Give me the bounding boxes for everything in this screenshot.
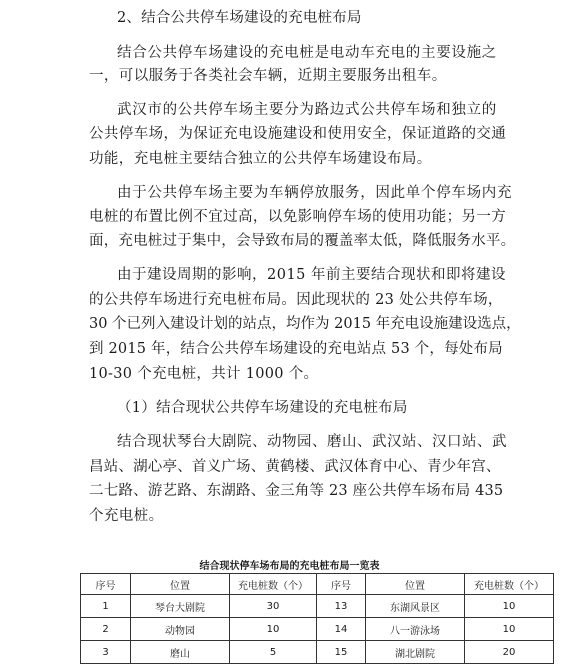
paragraph-line: 功能，充电桩主要结合独立的公共停车场建设布局。 xyxy=(89,151,432,167)
table-cell: 30 xyxy=(230,595,317,618)
paragraph-line: 二七路、游艺路、东湖路、金三角等 23 座公共停车场布局 435 xyxy=(89,483,504,499)
header-cell: 序号 xyxy=(81,574,131,595)
paragraph-line: 到 2015 年，结合公共停车场建设的充电站点 53 个，每处布局 xyxy=(89,341,503,357)
table-cell: 动物园 xyxy=(131,618,230,641)
paragraph-line: 昌站、湖心亭、首义广场、黄鹤楼、武汉体育中心、青少年宫、 xyxy=(89,459,501,475)
table-row xyxy=(81,595,554,618)
paragraph-line: 个充电桩。 xyxy=(89,508,164,524)
table-cell: 湖北剧院 xyxy=(366,641,465,664)
header-cell: 位置 xyxy=(131,574,230,595)
paragraph-line: 由于公共停车场主要为车辆停放服务，因此单个停车场内充 xyxy=(117,185,513,201)
table-cell: 东湖风景区 xyxy=(366,595,465,618)
paragraph-line: 一，可以服务于各类社会车辆，近期主要服务出租车。 xyxy=(89,68,447,84)
table-cell: 10 xyxy=(465,595,554,618)
paragraph-line: 结合现状琴台大剧院、动物园、磨山、武汉站、汉口站、武 xyxy=(117,434,507,450)
table-cell: 磨山 xyxy=(131,641,230,664)
table-caption: 结合现状停车场布局的充电桩布局一览表 xyxy=(199,561,380,572)
table-cell: 20 xyxy=(465,641,554,664)
header-cell: 位置 xyxy=(366,574,465,595)
paragraph-line: 公共停车场，为保证充电设施建设和使用安全，保证道路的交通 xyxy=(89,126,507,142)
table-header-row xyxy=(81,574,554,595)
table-cell: 5 xyxy=(230,641,317,664)
table-cell: 1 xyxy=(81,595,131,618)
subsection-heading: （1）结合现状公共停车场建设的充电桩布局 xyxy=(117,400,408,416)
paragraph-line: 由于建设周期的影响，2015 年前主要结合现状和即将建设 xyxy=(117,267,507,283)
table-cell: 八一游泳场 xyxy=(366,618,465,641)
paragraph-line: 面，充电桩过于集中，会导致布局的覆盖率太低，降低服务水平。 xyxy=(89,233,516,249)
table-row xyxy=(81,641,554,664)
paragraph-line: 武汉市的公共停车场主要分为路边式公共停车场和独立的 xyxy=(117,102,497,118)
table-cell: 15 xyxy=(317,641,366,664)
table-row xyxy=(81,618,554,641)
table-cell: 10 xyxy=(230,618,317,641)
section-heading: 2、结合公共停车场建设的充电桩布局 xyxy=(117,10,362,26)
header-cell: 充电桩数（个） xyxy=(465,574,554,595)
table-cell: 14 xyxy=(317,618,366,641)
paragraph-line: 电桩的布置比例不宜过高，以免影响停车场的使用功能；另一方 xyxy=(89,209,507,225)
paragraph-line: 结合公共停车场建设的充电桩是电动车充电的主要设施之 xyxy=(117,45,497,61)
header-cell: 充电桩数（个） xyxy=(230,574,317,595)
table-cell: 13 xyxy=(317,595,366,618)
table-cell: 10 xyxy=(465,618,554,641)
header-cell: 序号 xyxy=(317,574,366,595)
table-cell: 3 xyxy=(81,641,131,664)
charging-pile-table xyxy=(80,573,554,664)
table-cell: 琴台大剧院 xyxy=(131,595,230,618)
paragraph-line: 的公共停车场进行充电桩布局。因此现状的 23 处公共停车场， xyxy=(89,292,503,308)
paragraph-line: 10-30 个充电桩，共计 1000 个。 xyxy=(89,366,319,382)
paragraph-line: 30 个已列入建设计划的站点，均作为 2015 年充电设施建设选点， xyxy=(89,316,521,332)
table-cell: 2 xyxy=(81,618,131,641)
